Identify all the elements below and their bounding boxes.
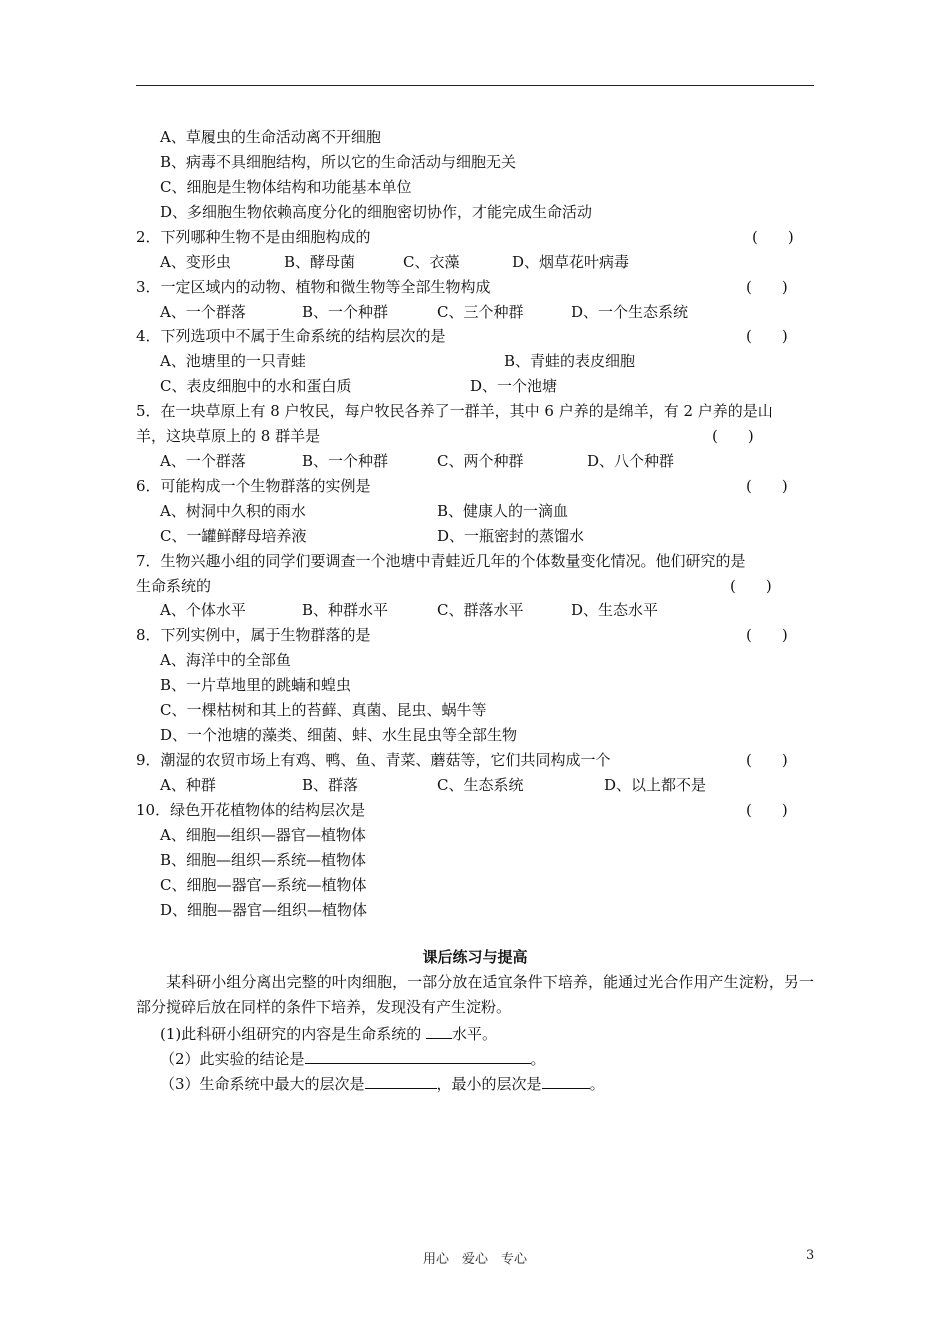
q3-option-d: D、一个生态系统 — [571, 303, 689, 321]
q9-option-d: D、以上都不是 — [604, 776, 707, 794]
footer-slogan: 用心 爱心 专心 — [422, 1252, 527, 1267]
q5-option-c: C、两个种群 — [437, 452, 524, 470]
q8-answer-paren: ( ) — [746, 626, 788, 644]
sub-question-1-blank[interactable] — [426, 1022, 452, 1039]
q6-option-a: A、树洞中久积的雨水 — [160, 502, 306, 520]
q2-answer-paren: ( ) — [752, 228, 794, 246]
q1-option-d: D、多细胞生物依赖高度分化的细胞密切协作，才能完成生命活动 — [160, 203, 593, 221]
q6-option-b: B、健康人的一滴血 — [437, 502, 569, 520]
header-rule — [136, 85, 814, 86]
q8-option-a: A、海洋中的全部鱼 — [160, 651, 291, 669]
page-number: 3 — [806, 1248, 815, 1263]
q6-stem: 6．可能构成一个生物群落的实例是 — [136, 477, 371, 495]
q7-stem-line1: 7．生物兴趣小组的同学们要调查一个池塘中青蛙近几年的个体数量变化情况。他们研究的是 — [136, 552, 746, 570]
sub-question-3-blank-smallest[interactable] — [542, 1072, 590, 1089]
sub-question-3-text-a: （3）生命系统中最大的层次是 — [160, 1075, 365, 1093]
q4-option-d: D、一个池塘 — [470, 377, 558, 395]
q7-stem-line2: 生命系统的 — [136, 577, 212, 595]
q5-stem-line1: 5．在一块草原上有 8 户牧民，每户牧民各养了一群羊，其中 6 户养的是绵羊，有 2 户养的是山 — [136, 402, 773, 420]
q7-option-d: D、生态水平 — [571, 601, 659, 619]
q1-option-b: B、病毒不具细胞结构，所以它的生命活动与细胞无关 — [160, 153, 517, 171]
q7-option-b: B、种群水平 — [302, 601, 389, 619]
q6-option-d: D、一瓶密封的蒸馏水 — [437, 527, 585, 545]
q3-option-b: B、一个种群 — [302, 303, 389, 321]
sub-question-3 — [160, 1072, 605, 1097]
q10-option-c: C、细胞—器官—系统—植物体 — [160, 876, 367, 894]
q8-option-b: B、一片草地里的跳蝻和蝗虫 — [160, 676, 352, 694]
q4-option-a: A、池塘里的一只青蛙 — [160, 352, 306, 370]
q5-option-a: A、一个群落 — [160, 452, 246, 470]
sub-question-2-text-b: 。 — [530, 1050, 546, 1068]
sub-question-1-text-b: 水平。 — [452, 1025, 498, 1043]
q2-stem: 2．下列哪种生物不是由细胞构成的 — [136, 228, 371, 246]
q10-answer-paren: ( ) — [746, 801, 788, 819]
q8-option-d: D、一个池塘的藻类、细菌、蚌、水生昆虫等全部生物 — [160, 726, 518, 744]
q5-answer-paren: ( ) — [712, 427, 754, 445]
q4-stem: 4．下列选项中不属于生命系统的结构层次的是 — [136, 327, 446, 345]
q6-option-c: C、一罐鲜酵母培养液 — [160, 527, 307, 545]
section-title: 课后练习与提高 — [422, 948, 528, 966]
q1-option-c: C、细胞是生物体结构和功能基本单位 — [160, 178, 412, 196]
sub-question-3-text-c: 。 — [589, 1075, 605, 1093]
q8-stem: 8．下列实例中，属于生物群落的是 — [136, 626, 371, 644]
q9-stem: 9．潮湿的农贸市场上有鸡、鸭、鱼、青菜、蘑菇等，它们共同构成一个 — [136, 751, 611, 769]
q1-option-a: A、草履虫的生命活动离不开细胞 — [160, 128, 381, 146]
q4-answer-paren: ( ) — [746, 327, 788, 345]
q9-option-b: B、群落 — [302, 776, 359, 794]
q10-stem: 10．绿色开花植物体的结构层次是 — [136, 801, 366, 819]
q2-option-c: C、衣藻 — [403, 253, 460, 271]
q10-option-b: B、细胞—组织—系统—植物体 — [160, 851, 367, 869]
sub-question-2 — [160, 1047, 546, 1072]
q10-option-a: A、细胞—组织—器官—植物体 — [160, 826, 366, 844]
sub-question-3-text-b: ，最小的层次是 — [436, 1075, 542, 1093]
q3-answer-paren: ( ) — [746, 278, 788, 296]
q2-option-b: B、酵母菌 — [284, 253, 356, 271]
q10-option-d: D、细胞—器官—组织—植物体 — [160, 901, 368, 919]
q8-option-c: C、一棵枯树和其上的苔藓、真菌、昆虫、蜗牛等 — [160, 701, 487, 719]
sub-question-3-blank-largest[interactable] — [365, 1072, 437, 1089]
q6-answer-paren: ( ) — [746, 477, 788, 495]
q5-stem-line2: 羊，这块草原上的 8 群羊是 — [136, 427, 321, 445]
q3-option-a: A、一个群落 — [160, 303, 246, 321]
section-paragraph: 某科研小组分离出完整的叶肉细胞，一部分放在适宜条件下培养，能通过光合作用产生淀粉，另一部分搅碎后放在同样的条件下培养，发现没有产生淀粉。 — [136, 973, 814, 1016]
q3-stem: 3．一定区域内的动物、植物和微生物等全部生物构成 — [136, 278, 491, 296]
q7-answer-paren: ( ) — [730, 577, 772, 595]
q7-option-c: C、群落水平 — [437, 601, 524, 619]
q2-option-d: D、烟草花叶病毒 — [512, 253, 630, 271]
q5-option-d: D、八个种群 — [587, 452, 675, 470]
sub-question-2-text-a: （2）此实验的结论是 — [160, 1050, 305, 1068]
sub-question-2-blank[interactable] — [305, 1047, 531, 1064]
q4-option-b: B、青蛙的表皮细胞 — [504, 352, 636, 370]
sub-question-1 — [160, 1022, 497, 1047]
q3-option-c: C、三个种群 — [437, 303, 524, 321]
sub-question-1-text-a: (1)此科研小组研究的内容是生命系统的 — [160, 1025, 427, 1043]
q7-option-a: A、个体水平 — [160, 601, 246, 619]
q9-option-a: A、种群 — [160, 776, 216, 794]
q9-option-c: C、生态系统 — [437, 776, 524, 794]
q4-option-c: C、表皮细胞中的水和蛋白质 — [160, 377, 352, 395]
q9-answer-paren: ( ) — [746, 751, 788, 769]
q2-option-a: A、变形虫 — [160, 253, 231, 271]
q5-option-b: B、一个种群 — [302, 452, 389, 470]
